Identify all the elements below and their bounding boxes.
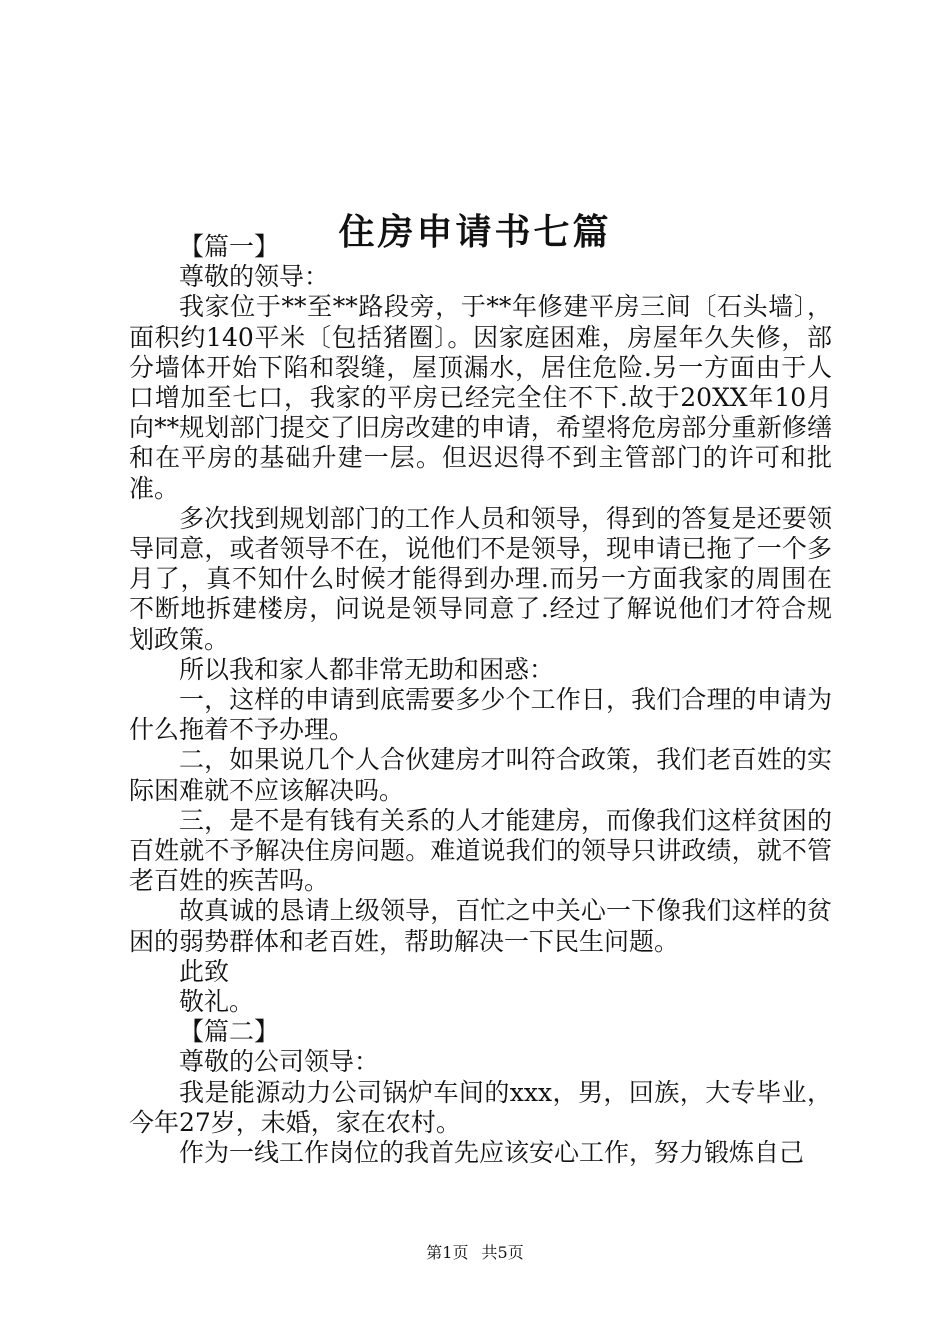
body-paragraph: 二，如果说几个人合伙建房才叫符合政策，我们老百姓的实际困难就不应该解决吗。 bbox=[129, 745, 832, 805]
page-total: 共5页 bbox=[481, 1243, 524, 1262]
closing-line: 此致 bbox=[179, 956, 230, 986]
document-title: 住房申请书七篇 bbox=[338, 211, 612, 254]
section-heading-1: 【篇一】 bbox=[179, 232, 280, 261]
body-paragraph: 多次找到规划部门的工作人员和领导，得到的答复是还要领导同意，或者领导不在，说他们不是领导，现申请已拖了一个多月了，真不知什么时候才能得到办理.而另一方面我家的周围在不断地拆建楼房，问说是领导同意了.经过了解说他们才符合规划政策。 bbox=[129, 503, 832, 654]
closing-line: 敬礼。 bbox=[179, 987, 255, 1017]
body-paragraph: 三，是不是有钱有关系的人才能建房，而像我们这样贫困的百姓就不予解决住房问题。难道说我们的领导只讲政绩，就不管老百姓的疾苦吗。 bbox=[129, 805, 832, 896]
page-footer bbox=[0, 1243, 950, 1263]
document-body bbox=[129, 232, 832, 1168]
body-paragraph: 作为一线工作岗位的我首先应该安心工作，努力锻炼自己 bbox=[179, 1138, 805, 1168]
body-paragraph: 所以我和家人都非常无助和困惑： bbox=[179, 654, 555, 684]
body-paragraph: 故真诚的恳请上级领导，百忙之中关心一下像我们这样的贫困的弱势群体和老百姓，帮助解决一下民生问题。 bbox=[129, 896, 832, 956]
section-heading-2: 【篇二】 bbox=[179, 1017, 280, 1047]
body-paragraph: 我是能源动力公司锅炉车间的xxx，男，回族，大专毕业，今年27岁，未婚，家在农村。 bbox=[129, 1077, 832, 1137]
body-paragraph: 一，这样的申请到底需要多少个工作日，我们合理的申请为什么拖着不予办理。 bbox=[129, 685, 832, 745]
salutation-2: 尊敬的公司领导： bbox=[179, 1047, 380, 1077]
page-number: 第1页 bbox=[426, 1243, 469, 1262]
body-paragraph: 我家位于**至**路段旁，于**年修建平房三间〔石头墙〕，面积约140平米〔包括猪圈〕。因家庭困难，房屋年久失修，部分墙体开始下陷和裂缝，屋顶漏水，居住危险.另一方面由于人口增加至七口，我家的平房已经完全住不下.故于20XX年10月向**规划部门提交了旧房改建的申请，希望将危房部分重新修缮和在平房的基础升建一层。但迟迟得不到主管部门的许可和批准。 bbox=[129, 292, 832, 503]
salutation-1: 尊敬的领导： bbox=[179, 262, 330, 292]
